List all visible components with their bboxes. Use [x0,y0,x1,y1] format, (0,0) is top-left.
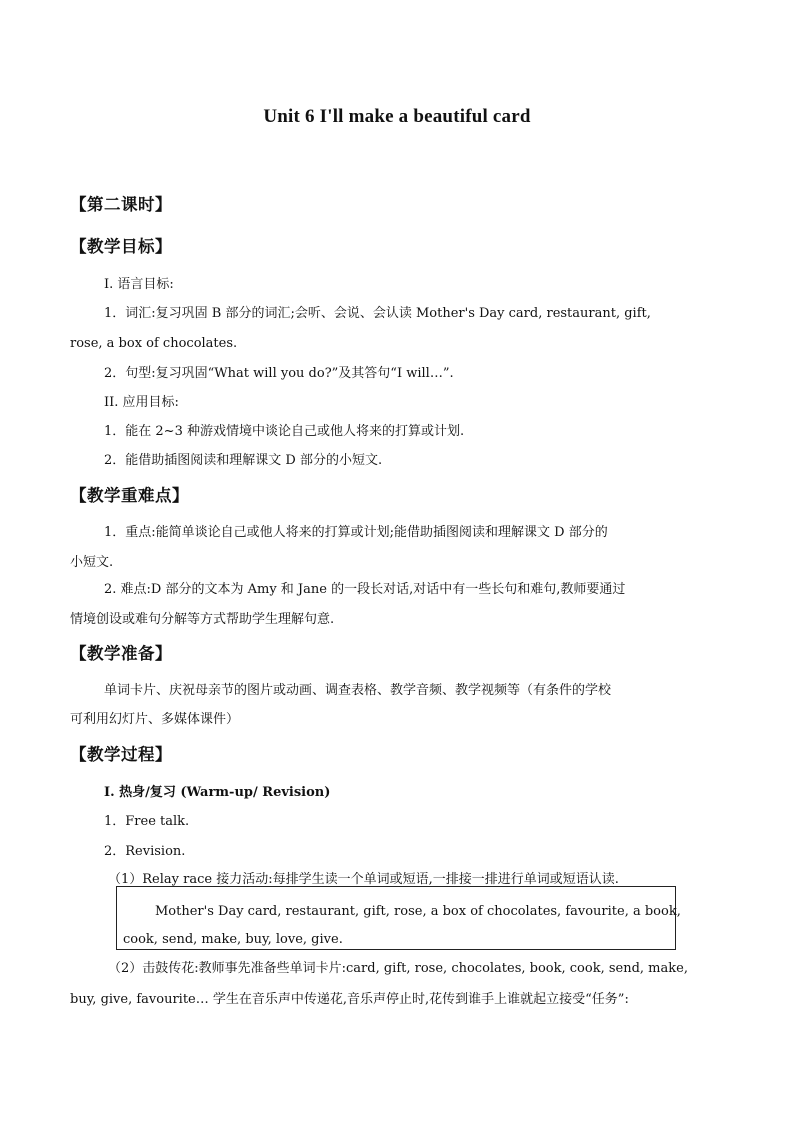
section-heading-key-points: 【教学重难点】 [70,486,189,505]
process-relay-race: （1）Relay race 接力活动:每排学生读一个单词或短语,一排接一排进行单词或短语认读. [108,872,619,887]
goals-vocab-cont: rose, a box of chocolates. [70,336,238,351]
key-point-2-cont: 情境创设或难句分解等方式帮助学生理解句意. [70,612,335,627]
key-point-2: 2. 难点:D 部分的文本为 Amy 和 Jane 的一段长对话,对话中有一些长句和难句,教师要通过 [104,582,626,597]
preparation-text-cont: 可利用幻灯片、多媒体课件） [70,712,240,727]
process-drum-activity-cont: buy, give, favourite… 学生在音乐声中传递花,音乐声停止时,花传到谁手上谁就起立接受“任务”: [70,992,629,1007]
key-point-1-cont: 小短文. [70,555,114,570]
section-heading-preparation: 【教学准备】 [70,644,172,663]
process-step-revision: 2．Revision. [104,844,186,859]
goals-language-heading: I. 语言目标: [104,277,174,292]
preparation-text: 单词卡片、庆祝母亲节的图片或动画、调查表格、教学音频、教学视频等（有条件的学校 [104,683,612,698]
section-heading-lesson: 【第二课时】 [70,195,172,214]
goals-vocab: 1．词汇:复习巩固 B 部分的词汇;会听、会说、会认读 Mother's Day card, restaurant, gift, [104,306,651,321]
word-box-line-2: cook, send, make, buy, love, give. [123,932,343,947]
document-title: Unit 6 I'll make a beautiful card [263,106,531,127]
process-step-free-talk: 1．Free talk. [104,814,190,829]
process-drum-activity: （2）击鼓传花:教师事先准备些单词卡片:card, gift, rose, chocolates, book, cook, send, make, [108,961,688,976]
word-box [116,886,681,950]
process-warmup-heading: I. 热身/复习 (Warm-up/ Revision) [104,785,331,800]
key-point-1: 1．重点:能简单谈论自己或他人将来的打算或计划;能借助插图阅读和理解课文 D 部分的 [104,525,608,540]
section-heading-process: 【教学过程】 [70,745,172,764]
goals-apply-1: 1．能在 2~3 种游戏情境中谈论自己或他人将来的打算或计划. [104,424,465,439]
word-box-line-1: Mother's Day card, restaurant, gift, rose, a box of chocolates, favourite, a book, [155,904,681,919]
goals-sentence: 2．句型:复习巩固“What will you do?”及其答句“I will…”. [104,366,454,381]
goals-apply-heading: II. 应用目标: [104,395,179,410]
goals-apply-2: 2．能借助插图阅读和理解课文 D 部分的小短文. [104,453,383,468]
section-heading-goals: 【教学目标】 [70,237,172,256]
